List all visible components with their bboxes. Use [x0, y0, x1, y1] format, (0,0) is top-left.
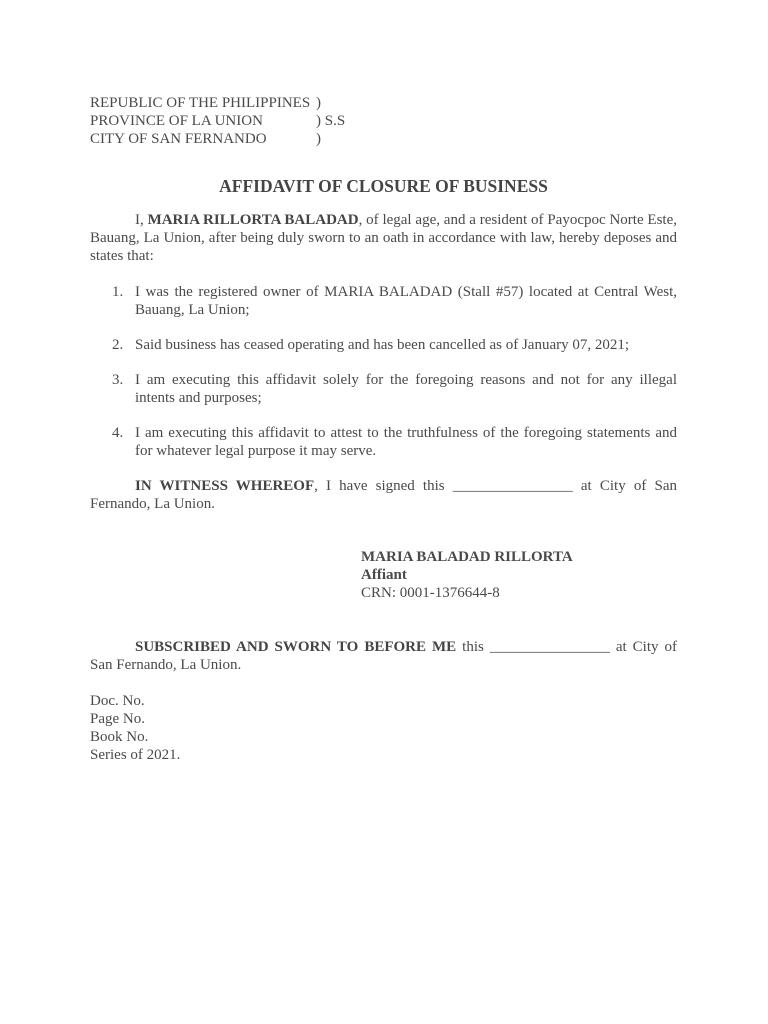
- signature-block: [361, 548, 677, 602]
- affiant-name-inline: MARIA RILLORTA BALADAD: [147, 212, 359, 228]
- affidavit-document: [90, 94, 677, 764]
- list-item-number: 4.: [112, 425, 124, 441]
- venue-line-province: [90, 112, 677, 130]
- intro-paragraph: [90, 211, 677, 265]
- witness-rest: , I have signed this ________________ at City of San Fernando, La Union.: [90, 478, 677, 512]
- witness-lead: IN WITNESS WHEREOF: [135, 478, 315, 494]
- affiant-label: Affiant: [361, 567, 407, 583]
- venue-mark: ): [316, 95, 321, 111]
- list-item-text: I was the registered owner of MARIA BALADAD (Stall #57) located at Central West, Bauang, La Union;: [135, 284, 677, 318]
- list-item: [90, 283, 677, 319]
- sworn-lead: SUBSCRIBED AND SWORN TO BEFORE ME: [135, 639, 457, 655]
- venue-line-city: [90, 130, 677, 148]
- list-item: [90, 336, 677, 354]
- list-item: [90, 371, 677, 407]
- venue-mark: ): [316, 131, 321, 147]
- page-number-label: Page No.: [90, 711, 145, 727]
- list-item-number: 1.: [112, 284, 124, 300]
- list-item-text: I am executing this affidavit to attest to the truthfulness of the foregoing statements and for whatever legal purpose it may serve.: [135, 425, 677, 459]
- venue-place: PROVINCE OF LA UNION: [90, 113, 263, 129]
- intro-prefix: I,: [135, 212, 148, 228]
- crn-number: CRN: 0001-1376644-8: [361, 585, 500, 601]
- series-label: Series of 2021.: [90, 747, 181, 763]
- doc-number-label: Doc. No.: [90, 693, 145, 709]
- venue-place: CITY OF SAN FERNANDO: [90, 131, 267, 147]
- book-number-label: Book No.: [90, 729, 149, 745]
- sworn-paragraph: [90, 638, 677, 674]
- list-item-number: 2.: [112, 337, 124, 353]
- document-title: AFFIDAVIT OF CLOSURE OF BUSINESS: [219, 176, 548, 196]
- list-item-number: 3.: [112, 372, 124, 388]
- list-item: [90, 424, 677, 460]
- witness-paragraph: [90, 477, 677, 513]
- venue-place: REPUBLIC OF THE PHILIPPINES: [90, 95, 311, 111]
- affiant-name: MARIA BALADAD RILLORTA: [361, 549, 573, 565]
- notarial-register-block: [90, 692, 677, 764]
- statement-list: [90, 283, 677, 460]
- venue-line-republic: [90, 94, 677, 112]
- venue-mark: ) S.S: [316, 113, 346, 129]
- list-item-text: Said business has ceased operating and has been cancelled as of January 07, 2021;: [135, 337, 630, 353]
- venue-block: [90, 94, 677, 148]
- list-item-text: I am executing this affidavit solely for the foregoing reasons and not for any illegal intents and purposes;: [135, 372, 677, 406]
- intro-rest: , of legal age, and a resident of Payocpoc Norte Este, Bauang, La Union, after being duly sworn to an oath in accordance with law, hereby deposes and states that:: [90, 212, 677, 264]
- sworn-rest: this ________________ at City of San Fernando, La Union.: [90, 639, 677, 673]
